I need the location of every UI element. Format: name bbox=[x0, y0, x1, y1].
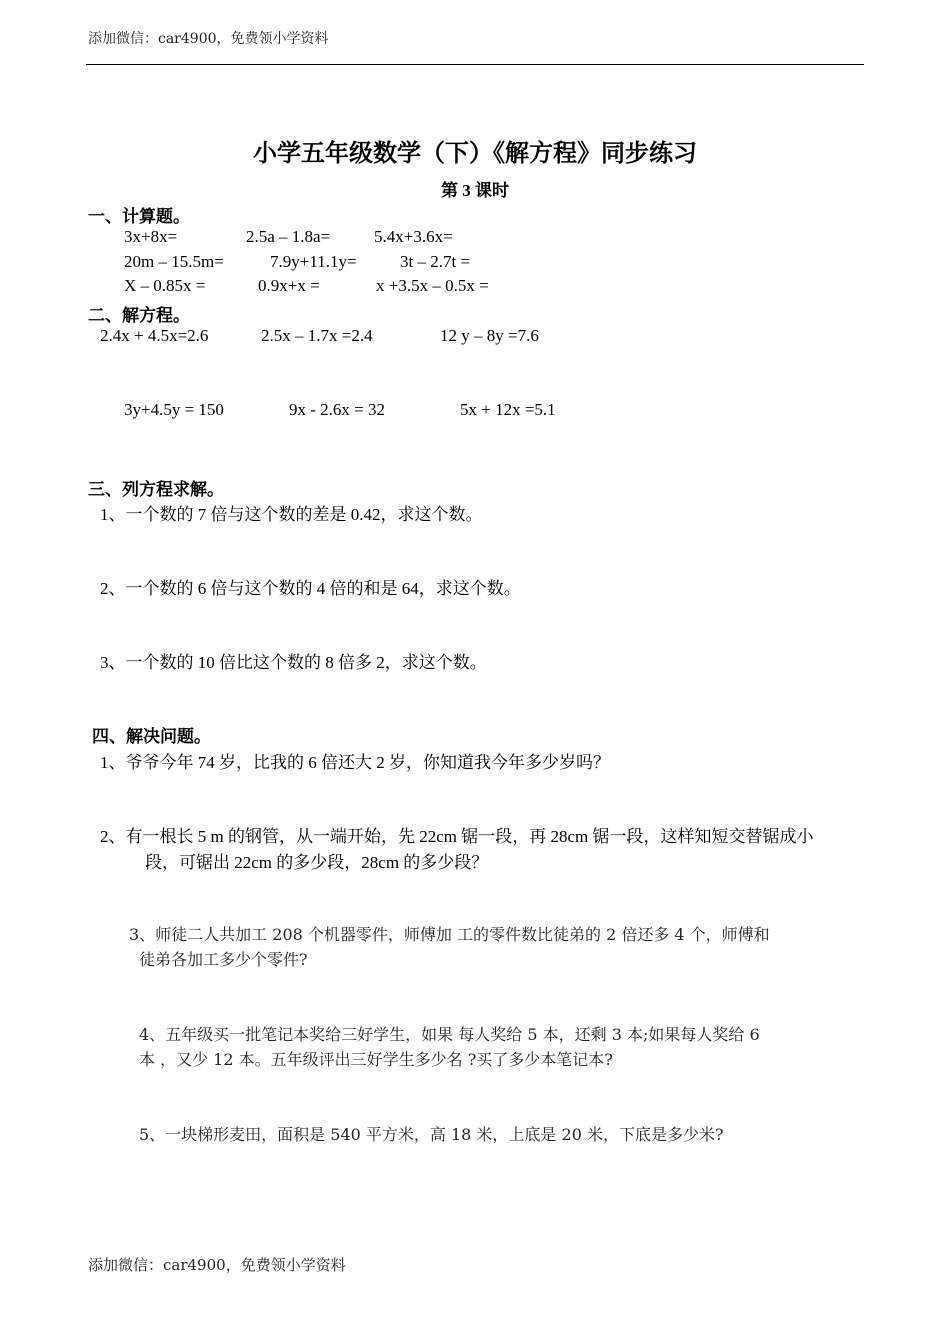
calc-item: 5.4x+3.6x= bbox=[374, 227, 453, 246]
calc-item: 7.9y+11.1y= bbox=[270, 252, 357, 271]
section4-heading: 四、解决问题。 bbox=[92, 727, 211, 747]
section2-heading: 二、解方程。 bbox=[88, 306, 190, 326]
problem-1: 1、爷爷今年 74 岁，比我的 6 倍还大 2 岁，你知道我今年多少岁吗？ bbox=[100, 753, 610, 772]
calc-item: 3t – 2.7t = bbox=[400, 252, 471, 271]
problem-4-line2: 本 ，又少 12 本。五年级评出三好学生多少名 ?买了多少本笔记本? bbox=[139, 1050, 613, 1069]
equation-item: 3y+4.5y = 150 bbox=[124, 400, 224, 419]
problem-2-line1: 2、有一根长 5 m 的钢管，从一端开始，先 22cm 锯一段，再 28cm 锯一段，这样知短交替锯成小 bbox=[100, 827, 814, 846]
word-problem: 3、一个数的 10 倍比这个数的 8 倍多 2，求这个数。 bbox=[100, 653, 487, 672]
page-footer: 添加微信：car4900，免费领小学资料 bbox=[88, 1256, 346, 1274]
equation-item: 2.4x + 4.5x=2.6 bbox=[100, 326, 209, 345]
calc-item: 20m – 15.5m= bbox=[124, 252, 224, 271]
word-problem: 1、一个数的 7 倍与这个数的差是 0.42，求这个数。 bbox=[100, 505, 483, 524]
calc-item: X – 0.85x = bbox=[124, 276, 206, 295]
problem-4-line1: 4、五年级买一批笔记本奖给三好学生，如果 每人奖给 5 本，还剩 3 本;如果每人奖给 6 bbox=[139, 1025, 760, 1044]
problem-3-line2: 徒弟各加工多少个零件? bbox=[139, 950, 308, 969]
calc-item: 0.9x+x = bbox=[258, 276, 320, 295]
header-rule bbox=[86, 64, 864, 65]
equation-item: 5x + 12x =5.1 bbox=[460, 400, 556, 419]
equation-item: 9x - 2.6x = 32 bbox=[289, 400, 385, 419]
section1-heading: 一、计算题。 bbox=[88, 207, 190, 227]
equation-item: 2.5x – 1.7x =2.4 bbox=[261, 326, 373, 345]
problem-5: 5、一块梯形麦田，面积是 540 平方米，高 18 米，上底是 20 米，下底是多少米? bbox=[139, 1125, 724, 1144]
calc-item: x +3.5x – 0.5x = bbox=[376, 276, 489, 295]
word-problem: 2、一个数的 6 倍与这个数的 4 倍的和是 64，求这个数。 bbox=[100, 579, 521, 598]
page-title: 小学五年级数学（下）《解方程》同步练习 bbox=[253, 139, 697, 167]
lesson-subtitle: 第 3 课时 bbox=[441, 181, 509, 200]
problem-2-line2: 段，可锯出 22cm 的多少段，28cm 的多少段？ bbox=[145, 853, 489, 872]
problem-3-line1: 3、师徒二人共加工 208 个机器零件，师傅加 工的零件数比徒弟的 2 倍还多 4 个，师傅和 bbox=[129, 925, 770, 944]
section3-heading: 三、列方程求解。 bbox=[88, 480, 224, 500]
calc-item: 3x+8x= bbox=[124, 227, 178, 246]
page-header: 添加微信：car4900，免费领小学资料 bbox=[88, 31, 329, 47]
calc-item: 2.5a – 1.8a= bbox=[246, 227, 331, 246]
equation-item: 12 y – 8y =7.6 bbox=[440, 326, 539, 345]
